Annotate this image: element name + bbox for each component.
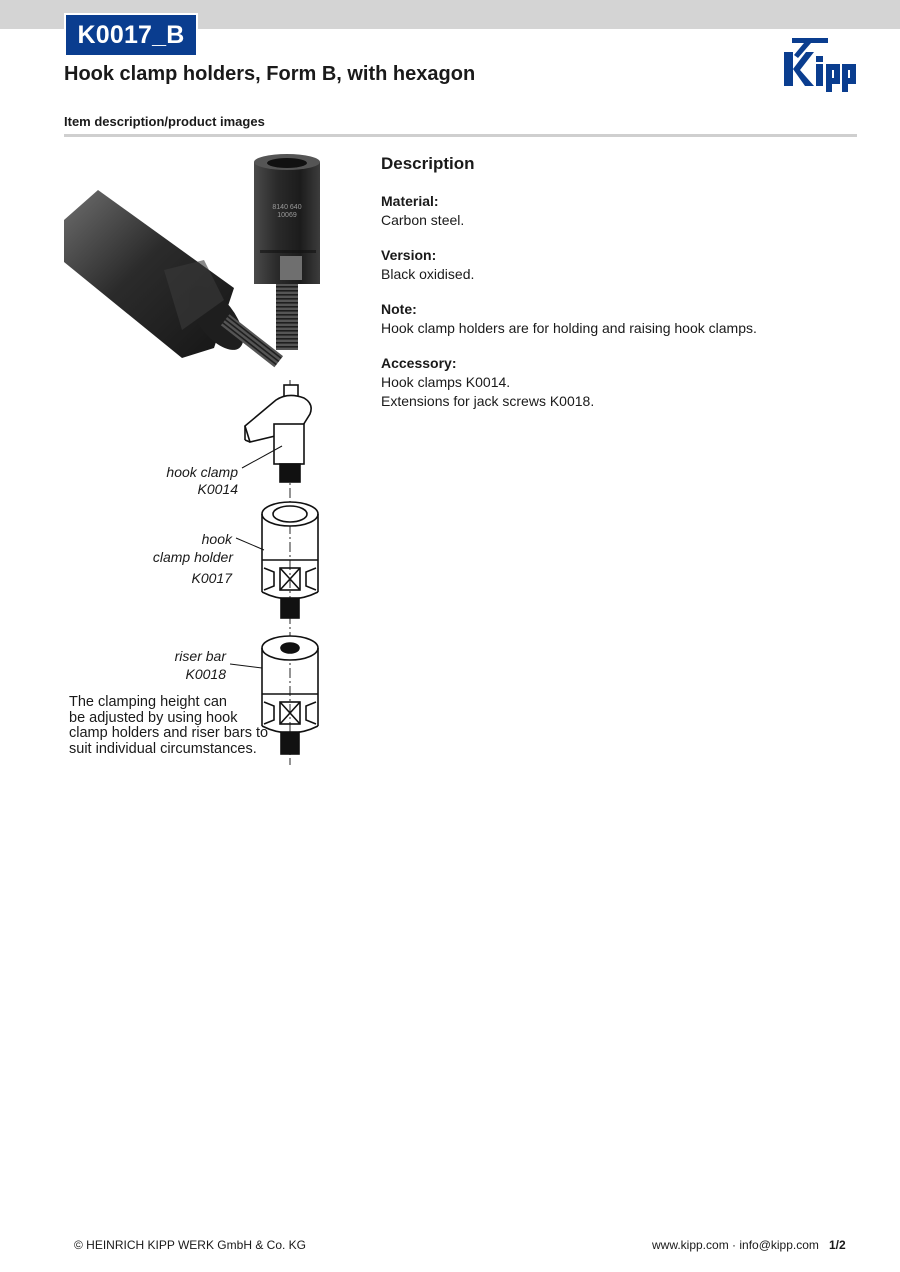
- engraving-line2: 10069: [277, 212, 297, 219]
- accessory-block: [381, 354, 851, 411]
- product-photo: [64, 150, 334, 380]
- kipp-logo: [784, 38, 858, 92]
- product-code-badge: K0017_B: [64, 13, 198, 57]
- material-label: Material:: [381, 193, 439, 209]
- footer-copyright: © HEINRICH KIPP WERK GmbH & Co. KG: [74, 1238, 306, 1252]
- version-value: Black oxidised.: [381, 266, 475, 282]
- material-value: Carbon steel.: [381, 212, 465, 228]
- clamping-height-note: The clamping height can be adjusted by using hook clamp holders and riser bars to suit individual circumstances.: [69, 694, 269, 757]
- page-number: 1/2: [829, 1238, 846, 1252]
- note-value: Hook clamp holders are for holding and raising hook clamps.: [381, 320, 757, 336]
- callout-riser-bar: riser bar K0018: [174, 648, 226, 682]
- note-label: Note:: [381, 301, 417, 317]
- description-heading: Description: [381, 154, 475, 173]
- page-title: Hook clamp holders, Form B, with hexagon: [64, 63, 476, 85]
- section-divider: [64, 134, 857, 137]
- engraving-line1: 8140 640: [272, 204, 302, 211]
- callout-hook-clamp-holder: hook clamp holder K0017: [152, 531, 233, 586]
- version-label: Version:: [381, 247, 437, 263]
- material-block: [381, 192, 851, 230]
- footer-contact[interactable]: www.kipp.com · info@kipp.com: [652, 1238, 819, 1252]
- callout-hook-clamp: hook clamp K0014: [166, 464, 238, 497]
- accessory-value-1: Hook clamps K0014.: [381, 374, 511, 390]
- version-block: [381, 246, 851, 284]
- accessory-label: Accessory:: [381, 355, 457, 371]
- accessory-value-2: Extensions for jack screws K0018.: [381, 393, 595, 409]
- section-heading: Item description/product images: [64, 114, 265, 129]
- note-block: [381, 300, 851, 338]
- description-panel: [381, 154, 851, 427]
